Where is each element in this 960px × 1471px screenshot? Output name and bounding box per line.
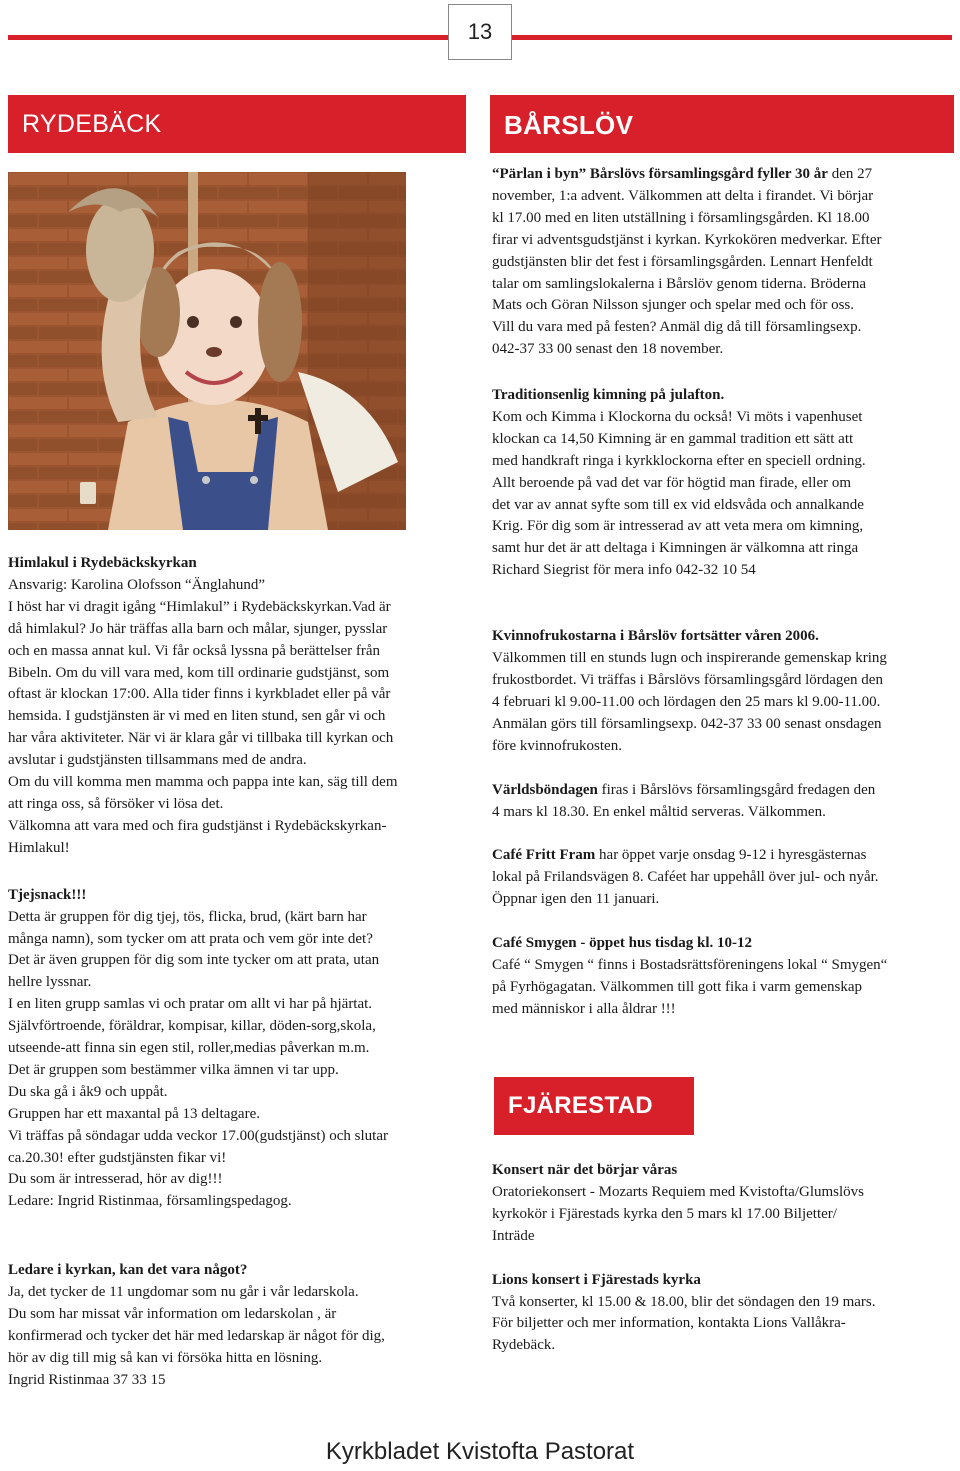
varld-bold: Världsböndagen xyxy=(492,781,598,798)
page-number: 13 xyxy=(448,4,512,60)
section-banner-fjarestad: FJÄRESTAD xyxy=(494,1077,694,1135)
text-line: då himlakul? Jo här träffas alla barn och målar, sjunger, pysslar xyxy=(8,620,388,637)
rydeback-column xyxy=(8,553,468,1392)
text-line: Ja, det tycker de 11 ungdomar som nu går i vår ledarskola. xyxy=(8,1284,359,1301)
text-line: Krig. För dig som är intresserad av att veta mera om kimning, xyxy=(492,518,864,535)
frukost-title: Kvinnofrukostarna i Bårslöv fortsätter våren 2006. xyxy=(492,628,819,645)
konsert-title: Konsert när det börjar våras xyxy=(492,1162,678,1178)
text-line: Vi träffas på söndagar udda veckor 17.00(gudstjänst) och slutar xyxy=(8,1127,388,1144)
section-banner-barslov: BÅRSLÖV xyxy=(490,95,954,153)
photo-child-costume xyxy=(8,172,406,530)
text-line: Ledare: Ingrid Ristinmaa, församlingspedagog. xyxy=(8,1193,292,1210)
text-line: frukostbordet. Vi träffas i Bårslövs församlingsgård lördagen den xyxy=(492,671,883,688)
footer-publication-name: Kyrkbladet Kvistofta Pastorat xyxy=(325,1438,635,1465)
text-line: klockan ca 14,50 Kimning är en gammal tradition ett sätt att xyxy=(492,430,854,447)
text-line: 042-37 33 00 senast den 18 november. xyxy=(492,341,724,358)
himlakul-title: Himlakul i Rydebäckskyrkan xyxy=(8,555,197,571)
text-line: Om du vill komma men mamma och pappa inte kan, säg till dem xyxy=(8,774,398,791)
text-line: Du ska gå i åk9 och uppåt. xyxy=(8,1083,168,1100)
barslov-intro xyxy=(492,164,956,361)
text-line: hör av dig till mig så kan vi försöka hitta en lösning. xyxy=(8,1349,323,1366)
text-line: avslutar i gudstjänsten tillsammans med de andra. xyxy=(8,752,307,769)
konsert-body xyxy=(492,1182,956,1248)
tjejsnack-body xyxy=(8,907,468,1214)
text-line: november, 1:a advent. Välkommen att delta i firandet. Vi börjar xyxy=(492,187,874,204)
lions-body xyxy=(492,1292,956,1358)
himlakul-body xyxy=(8,575,468,860)
text-line: Mats och Göran Nilsson sjunger och spelar med och för oss. xyxy=(492,297,855,314)
text-line: Himlakul! xyxy=(8,839,70,856)
text-line: oftast är klockan 17:00. Alla tider finns i kyrkbladet eller på vår xyxy=(8,686,391,703)
text-line: har våra aktiviteter. När vi är klara går vi tillbaka till kyrkan och xyxy=(8,730,394,747)
text-line: hellre lyssnar. xyxy=(8,974,92,991)
text-line: att ringa oss, så försöker vi lösa det. xyxy=(8,795,224,812)
text-line: det var av annat syfte som till ex vid eldsvåda och annalkande xyxy=(492,496,864,513)
text-line: gudstjänsten blir det fest i församlingsgården. Lennart Henfeldt xyxy=(492,253,873,270)
text-line: Självförtroende, föräldrar, kompisar, killar, döden-sorg,skola, xyxy=(8,1018,376,1035)
text-line: Richard Siegrist för mera info 042-32 10 54 xyxy=(492,562,756,579)
text-line: Du som är intresserad, hör av dig!!! xyxy=(8,1171,223,1188)
cafe-line: Öppnar igen den 11 januari. xyxy=(492,891,660,908)
text-line: I en liten grupp samlas vi och pratar om allt vi har på hjärtat. xyxy=(8,996,373,1013)
ledare-body xyxy=(8,1282,468,1392)
tjejsnack-title: Tjejsnack!!! xyxy=(8,886,87,903)
barslov-intro-bold: “Pärlan i byn” Bårslövs församlingsgård fyller 30 år xyxy=(492,166,828,182)
fjarestad-articles xyxy=(492,1160,956,1357)
text-line: många namn), som tycker om att prata och vem gör inte det? xyxy=(8,930,373,947)
text-line: Inträde xyxy=(492,1227,535,1244)
text-line: Välkomna att vara med och fira gudstjänst i Rydebäckskyrkan- xyxy=(8,817,387,834)
cafe-line: har öppet varje onsdag 9-12 i hyresgästernas xyxy=(595,847,867,864)
text-line: Gruppen har ett maxantal på 13 deltagare. xyxy=(8,1105,260,1122)
text-line: Rydebäck. xyxy=(492,1337,556,1354)
barslov-intro-body xyxy=(492,186,956,361)
text-line: kyrkokör i Fjärestads kyrka den 5 mars kl 17.00 Biljetter/ xyxy=(492,1205,837,1222)
text-line: Ingrid Ristinmaa 37 33 15 xyxy=(8,1371,166,1388)
varld-line: 4 mars kl 18.30. En enkel måltid serveras. Välkommen. xyxy=(492,803,826,820)
text-line: Kom och Kimma i Klockorna du också! Vi möts i vapenhuset xyxy=(492,408,863,425)
cafe-line: lokal på Frilandsvägen 8. Caféet har uppehåll över jul- och nyår. xyxy=(492,869,879,886)
text-line: Två konserter, kl 15.00 & 18.00, blir det söndagen den 19 mars. xyxy=(492,1293,876,1310)
text-line: ca.20.30! efter gudstjänsten fikar vi! xyxy=(8,1149,227,1166)
text-line: Oratoriekonsert - Mozarts Requiem med Kvistofta/Glumslövs xyxy=(492,1183,865,1200)
text-line: Välkommen till en stunds lugn och inspirerande gemenskap kring xyxy=(492,650,887,667)
text-line: utseende-att finna sin egen stil, roller,medias påverkan m.m. xyxy=(8,1040,370,1057)
text-line: Anmälan görs till församlingsexp. 042-37 33 00 senast onsdagen xyxy=(492,715,882,732)
text-line: med handkraft ringa i kyrkklockorna efter en speciell ordning. xyxy=(492,452,866,469)
text-line: Det är även gruppen för dig som inte tycker om att prata, utan xyxy=(8,952,380,969)
text-line: Ansvarig: Karolina Olofsson “Änglahund” xyxy=(8,576,266,593)
text-line: på Fyrhögagatan. Välkommen till gott fika i varm gemenskap xyxy=(492,978,863,995)
top-rule-right xyxy=(512,35,952,40)
kimning-title: Traditionsenlig kimning på julafton. xyxy=(492,387,725,403)
frukost-body xyxy=(492,648,956,758)
text-line: firar vi adventsgudstjänst i kyrkan. Kyrkokören medverkar. Efter xyxy=(492,231,882,248)
photo-child-costume-icon xyxy=(8,172,406,530)
text-line: För biljetter och mer information, kontakta Lions Vallåkra- xyxy=(492,1315,846,1332)
text-line: och en massa annat kul. Vi får också lyssna på berättelser från xyxy=(8,642,381,659)
text-line: före kvinnofrukosten. xyxy=(492,737,622,754)
section-banner-rydeback: RYDEBÄCK xyxy=(8,95,466,153)
text-line: Detta är gruppen för dig tjej, tös, flicka, brud, (kärt barn har xyxy=(8,908,367,925)
smygen-body xyxy=(492,955,956,1021)
text-line: hemsida. I gudstjänsten är vi med en liten stund, sen går vi och xyxy=(8,708,386,725)
cafe-bold: Café Fritt Fram xyxy=(492,847,596,864)
text-line: I höst har vi dragit igång “Himlakul” i Rydebäckskyrkan.Vad är xyxy=(8,598,391,615)
text-line: talar om samlingslokalerna i Bårslöv genom tiderna. Bröderna xyxy=(492,275,867,292)
text-line: konfirmerad och tycker det här med ledarskap är något för dig, xyxy=(8,1328,385,1344)
text-line: 4 februari kl 9.00-11.00 och lördagen den 25 mars kl 9.00-11.00. xyxy=(492,693,881,710)
kimning-body xyxy=(492,407,956,582)
top-rule-left xyxy=(8,35,448,40)
text-line: kl 17.00 med en liten utställning i församlingsgården. Kl 18.00 xyxy=(492,209,870,226)
text-line: Bibeln. Om du vill vara med, kom till ordinarie gudstjänst, som xyxy=(8,664,390,681)
lions-title: Lions konsert i Fjärestads kyrka xyxy=(492,1271,701,1288)
barslov-intro-line: den 27 xyxy=(827,166,873,182)
barslov-articles xyxy=(492,385,956,1021)
text-line: Du som har missat vår information om ledarskolan , är xyxy=(8,1306,337,1323)
text-line: med människor i alla åldrar !!! xyxy=(492,1000,676,1017)
smygen-title: Café Smygen - öppet hus tisdag kl. 10-12 xyxy=(492,935,753,952)
text-line: Det är gruppen som bestämmer vilka ämnen vi tar upp. xyxy=(8,1061,339,1078)
varld-line: firas i Bårslövs församlingsgård fredagen den xyxy=(597,781,876,798)
text-line: Vill du vara med på festen? Anmäl dig då till församlingsexp. xyxy=(492,319,862,336)
text-line: samt hur det är att deltaga i Kimningen är välkomna att ringa xyxy=(492,540,859,557)
ledare-title: Ledare i kyrkan, kan det vara något? xyxy=(8,1262,248,1279)
text-line: Café “ Smygen “ finns i Bostadsrättsföreningens lokal “ Smygen“ xyxy=(492,957,888,974)
text-line: Allt beroende på vad det var för högtid man firade, eller om xyxy=(492,474,852,491)
